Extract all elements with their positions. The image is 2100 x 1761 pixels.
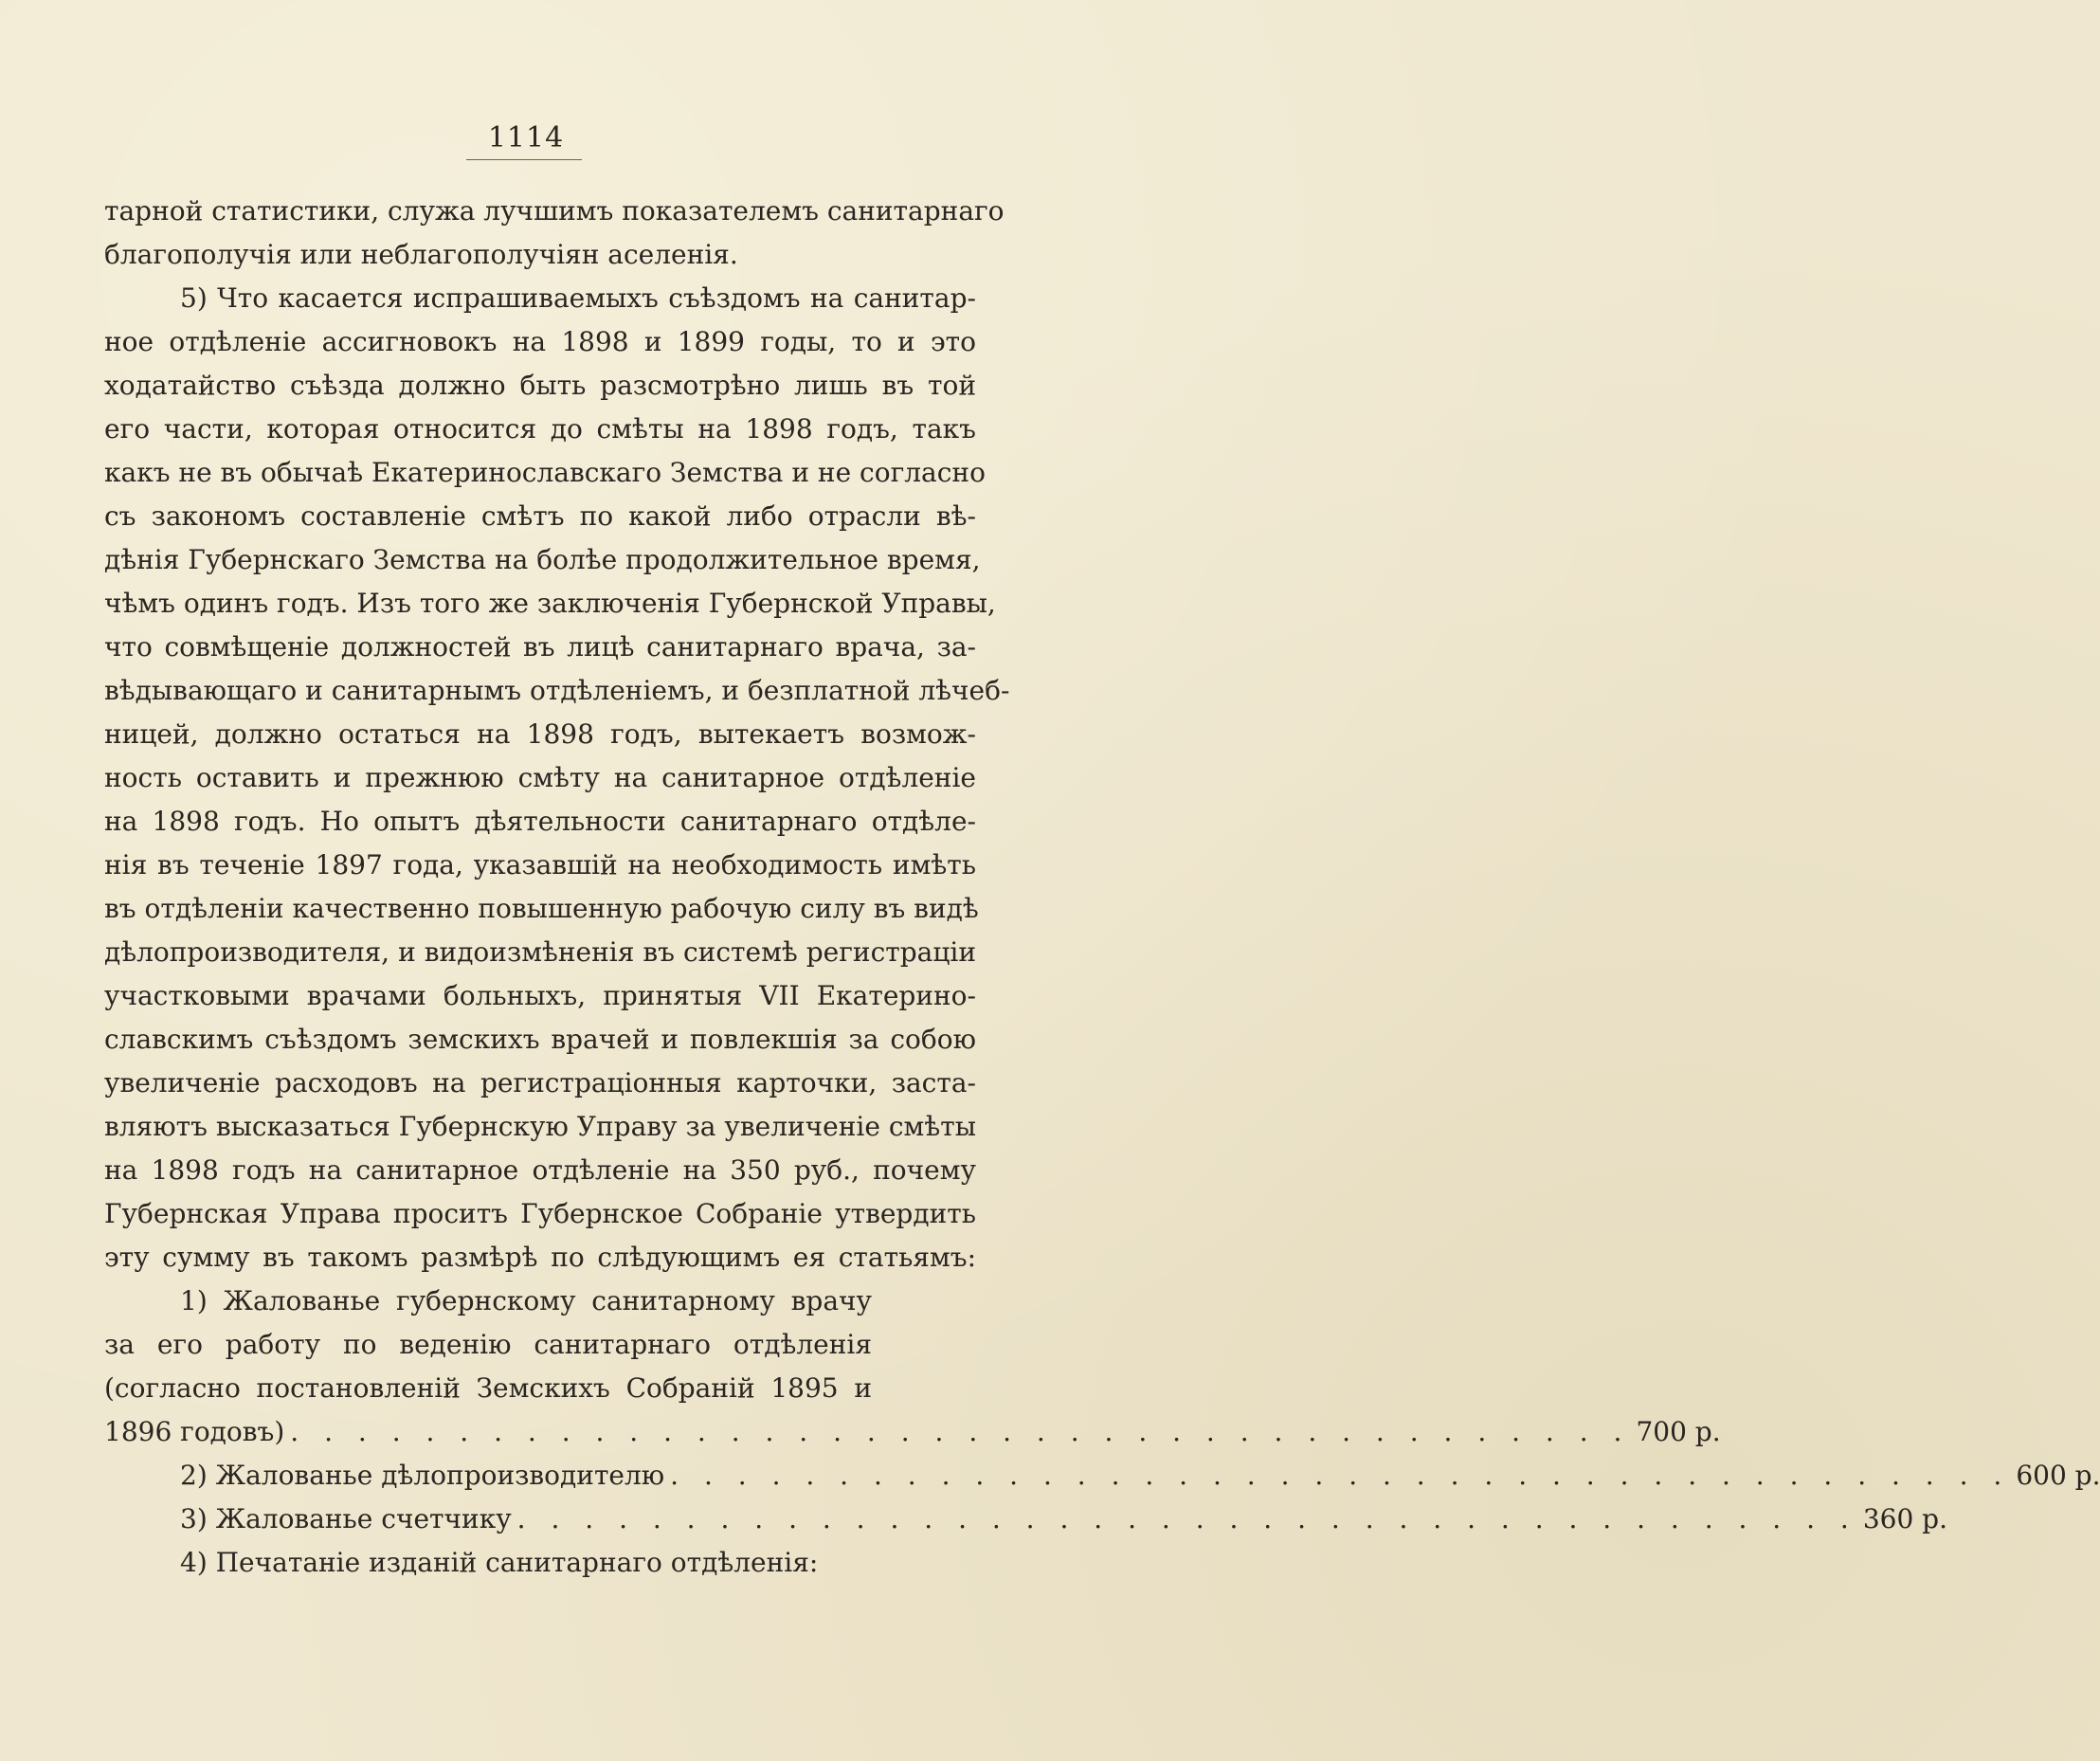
text-line: дѣнія Губернскаго Земства на болѣе продолжительное время,	[104, 544, 981, 575]
text-line: увеличеніе расходовъ на регистраціонныя карточки, заста-	[104, 1067, 976, 1098]
text-line: дѣлопроизводителя, и видоизмѣненія въ системѣ регистраціи	[104, 936, 976, 968]
text-line: Губернская Управа проситъ Губернское Собраніе утвердить	[104, 1198, 976, 1229]
dot-leader: . . . . . . . . . . . . . . . . . . . . . . . . . . . . . . . . . . . . . . . .	[670, 1460, 2011, 1491]
text-line: въ отдѣленіи качественно повышенную рабочую силу въ видѣ	[104, 893, 979, 924]
item-3-amount: 360 р.	[1862, 1503, 1947, 1534]
budget-items-list	[104, 1280, 2100, 1585]
text-line: вляютъ высказаться Губернскую Управу за увеличеніе смѣты	[104, 1111, 976, 1142]
item-2-label: 2) Жалованье дѣлопроизводителю	[180, 1460, 665, 1491]
text-line: эту сумму въ такомъ размѣрѣ по слѣдующимъ ея статьямъ:	[104, 1242, 976, 1273]
text-line: участковыми врачами больныхъ, принятыя VII Екатерино-	[104, 980, 976, 1011]
item-1-line: 1) Жалованье губернскому санитарному врачу	[180, 1285, 872, 1316]
text-line: благополучія или неблагополучіян аселенія.	[104, 239, 738, 270]
main-paragraph	[104, 190, 1010, 1280]
text-line: ное отдѣленіе ассигновокъ на 1898 и 1899 годы, то и это	[104, 326, 976, 357]
text-line: его части, которая относится до смѣты на 1898 годъ, такъ	[104, 413, 976, 445]
item-2-amount: 600 р.	[2016, 1460, 2100, 1491]
dot-leader: . . . . . . . . . . . . . . . . . . . . . . . . . . . . . . . . . . . . . . . .	[516, 1503, 1857, 1534]
item-1-line: за его работу по веденію санитарнаго отдѣленія	[104, 1329, 872, 1360]
budget-item-4: 4) Печатаніе изданій санитарнаго отдѣленія:	[180, 1547, 819, 1578]
text-line: вѣдывающаго и санитарнымъ отдѣленіемъ, и безплатной лѣчеб-	[104, 675, 1010, 706]
item-1-line: (согласно постановленій Земскихъ Собраній 1895 и	[104, 1372, 872, 1404]
text-line: ницей, должно остаться на 1898 годъ, вытекаетъ возмож-	[104, 718, 976, 750]
text-line: нія въ теченіе 1897 года, указавшій на необходимость имѣть	[104, 849, 976, 880]
text-line: на 1898 годъ на санитарное отдѣленіе на 350 руб., почему	[104, 1154, 976, 1186]
text-line: 5) Что касается испрашиваемыхъ съѣздомъ на санитар-	[180, 282, 976, 314]
text-line: съ закономъ составленіе смѣтъ по какой либо отрасли вѣ-	[104, 500, 976, 532]
item-3-label: 3) Жалованье счетчику	[180, 1503, 512, 1534]
dot-leader: . . . . . . . . . . . . . . . . . . . . . . . . . . . . . . . . . . . . . . . .	[290, 1416, 1631, 1447]
text-line: ность оставить и прежнюю смѣту на санитарное отдѣленіе	[104, 762, 976, 793]
text-line: славскимъ съѣздомъ земскихъ врачей и повлекшія за собою	[104, 1024, 976, 1055]
budget-item-1-total	[104, 1410, 1721, 1454]
item-1-last-line: 1896 годовъ)	[104, 1416, 285, 1447]
text-line: какъ не въ обычаѣ Екатеринославскаго Земства и не согласно	[104, 457, 986, 488]
budget-item-2	[104, 1454, 2100, 1498]
page-number-rule	[466, 159, 582, 160]
budget-item-3	[104, 1498, 1947, 1541]
text-line: чѣмъ одинъ годъ. Изъ того же заключенія Губернской Управы,	[104, 588, 996, 619]
item-1-amount: 700 р.	[1636, 1416, 1721, 1447]
page-number: 1114	[487, 121, 565, 154]
text-line: ходатайство съѣзда должно быть разсмотрѣно лишь въ той	[104, 370, 976, 401]
text-line: что совмѣщеніе должностей въ лицѣ санитарнаго врача, за-	[104, 631, 976, 663]
text-line: тарной статистики, служа лучшимъ показателемъ санитарнаго	[104, 195, 1005, 227]
text-line: на 1898 годъ. Но опытъ дѣятельности санитарнаго отдѣле-	[104, 806, 976, 837]
